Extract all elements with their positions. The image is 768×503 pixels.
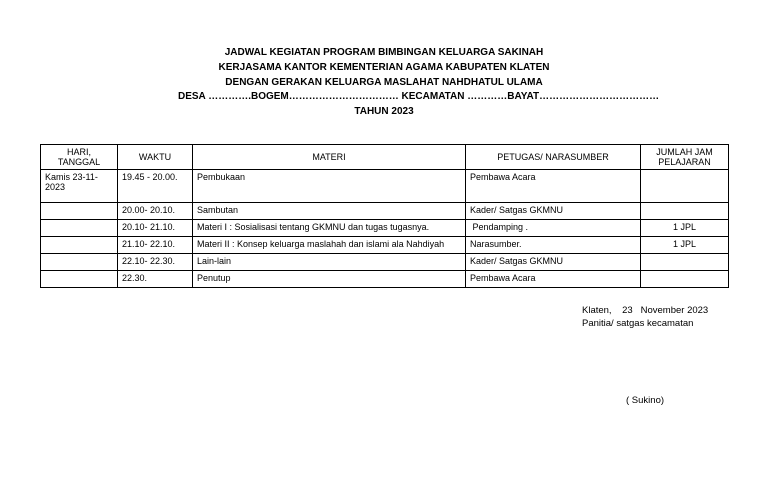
header-speaker: PETUGAS/ NARASUMBER (466, 145, 641, 170)
cell-lesson-hours: 1 JPL (641, 220, 729, 237)
cell-material: Pembukaan (193, 170, 466, 203)
cell-lesson-hours (641, 203, 729, 220)
doc-year-line: TAHUN 2023 (354, 106, 414, 117)
cell-material: Lain-lain (193, 254, 466, 271)
header-time: WAKTU (118, 145, 193, 170)
cell-time: 20.00- 20.10. (118, 203, 193, 220)
cell-speaker: Pembawa Acara (466, 170, 641, 203)
cell-day-date (41, 254, 118, 271)
table-row (41, 254, 729, 271)
signature-place-date: Klaten, 23 November 2023 (582, 305, 709, 316)
cell-material: Penutup (193, 271, 466, 288)
cell-lesson-hours (641, 170, 729, 203)
cell-lesson-hours (641, 271, 729, 288)
doc-title-line-2: KERJASAMA KANTOR KEMENTERIAN AGAMA KABUPATEN KLATEN (218, 62, 550, 73)
schedule-table (40, 144, 729, 288)
cell-day-date (41, 203, 118, 220)
header-material: MATERI (193, 145, 466, 170)
cell-speaker: Kader/ Satgas GKMNU (466, 254, 641, 271)
cell-time: 20.10- 21.10. (118, 220, 193, 237)
cell-lesson-hours: 1 JPL (641, 237, 729, 254)
table-row (41, 220, 729, 237)
signature-role: Panitia/ satgas kecamatan (582, 318, 694, 329)
cell-material: Sambutan (193, 203, 466, 220)
cell-material: Materi II : Konsep keluarga maslahah dan islami ala Nahdiyah (193, 237, 466, 254)
cell-speaker: Kader/ Satgas GKMNU (466, 203, 641, 220)
cell-speaker: Pendamping . (466, 220, 641, 237)
doc-title-line-1: JADWAL KEGIATAN PROGRAM BIMBINGAN KELUARGA SAKINAH (224, 47, 544, 58)
cell-time: 21.10- 22.10. (118, 237, 193, 254)
cell-material: Materi I : Sosialisasi tentang GKMNU dan tugas tugasnya. (193, 220, 466, 237)
doc-location-line: DESA ………….BOGEM…………………………… KECAMATAN …………BAYAT……………………………… (178, 91, 660, 102)
table-header-row (41, 145, 729, 170)
header-lesson-hours: JUMLAH JAM PELAJARAN (641, 145, 729, 170)
cell-day-date (41, 220, 118, 237)
cell-time: 22.30. (118, 271, 193, 288)
cell-time: 19.45 - 20.00. (118, 170, 193, 203)
cell-speaker: Pembawa Acara (466, 271, 641, 288)
table-row (41, 170, 729, 203)
cell-day-date: Kamis 23-11-2023 (41, 170, 118, 203)
cell-speaker: Narasumber. (466, 237, 641, 254)
doc-title-line-3: DENGAN GERAKAN KELUARGA MASLAHAT NAHDHATUL ULAMA (225, 77, 543, 88)
table-row (41, 271, 729, 288)
table-row (41, 203, 729, 220)
cell-day-date (41, 237, 118, 254)
cell-lesson-hours (641, 254, 729, 271)
cell-time: 22.10- 22.30. (118, 254, 193, 271)
table-row (41, 237, 729, 254)
cell-day-date (41, 271, 118, 288)
header-day-date: HARI, TANGGAL (41, 145, 118, 170)
signature-name: ( Sukino) (626, 395, 665, 406)
